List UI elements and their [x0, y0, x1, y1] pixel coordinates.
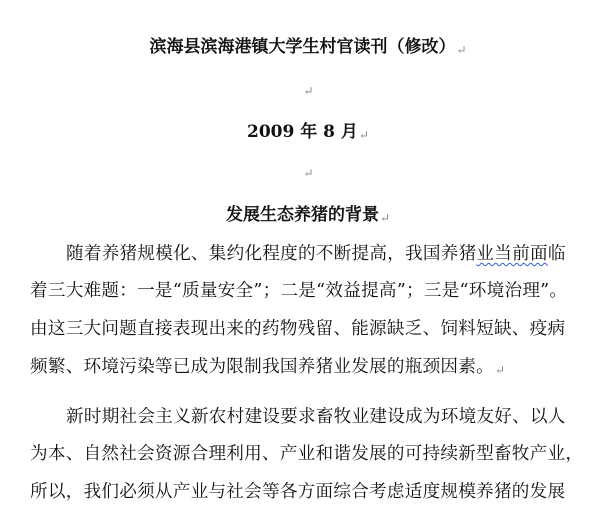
paragraph-mark-icon: ↵ — [303, 166, 314, 180]
body-text: 频繁、环境污染等已成为限制我国养猪业发展的瓶颈因素。 — [30, 357, 494, 377]
paragraph-mark-icon: ↵ — [456, 43, 467, 57]
paragraph-mark-icon: ↵ — [379, 211, 391, 225]
empty-paragraph — [0, 78, 616, 98]
paragraph-2-line-3 — [30, 478, 600, 503]
document-title-text: 滨海县滨海港镇大学生村官读刊（修改） — [149, 37, 456, 57]
body-text: 为本、自然社会资源合理利用、产业和谐发展的可持续新型畜牧产业， — [30, 444, 584, 464]
body-text: 新时期社会主义新农村建设要求畜牧业建设成为环境友好、以人 — [66, 407, 566, 427]
body-text: 由这三大问题直接表现出来的药物残留、能源缺乏、饲料短缺、疫病 — [30, 319, 566, 339]
paragraph-1-line-1 — [66, 240, 600, 265]
paragraph-1-line-3 — [30, 315, 600, 340]
document-title — [0, 32, 616, 57]
paragraph-2-line-2 — [30, 440, 600, 465]
grammar-flag-text[interactable]: 业当前面 — [476, 244, 548, 264]
section-heading — [0, 200, 616, 225]
body-text: 所以，我们必须从产业与社会等各方面综合考虑适度规模养猪的发展 — [30, 482, 566, 502]
paragraph-2-line-1 — [66, 403, 600, 428]
paragraph-mark-icon: ↵ — [494, 363, 506, 377]
document-date-text: 2009 年 8 月 — [247, 122, 358, 142]
section-heading-text: 发展生态养猪的背景 — [225, 205, 379, 225]
body-text: 随着养猪规模化、集约化程度的不断提高，我国养猪 — [66, 244, 477, 264]
paragraph-mark-icon: ↵ — [358, 128, 369, 142]
document-date — [0, 117, 616, 142]
body-text: 着三大难题：一是“质量安全”；二是“效益提高”；三是“环境治理”。 — [30, 281, 568, 301]
paragraph-1-line-4 — [30, 353, 600, 378]
paragraph-1-line-2 — [30, 277, 600, 302]
paragraph-mark-icon: ↵ — [303, 84, 314, 98]
empty-paragraph — [0, 160, 616, 180]
body-text: 临 — [547, 244, 566, 264]
